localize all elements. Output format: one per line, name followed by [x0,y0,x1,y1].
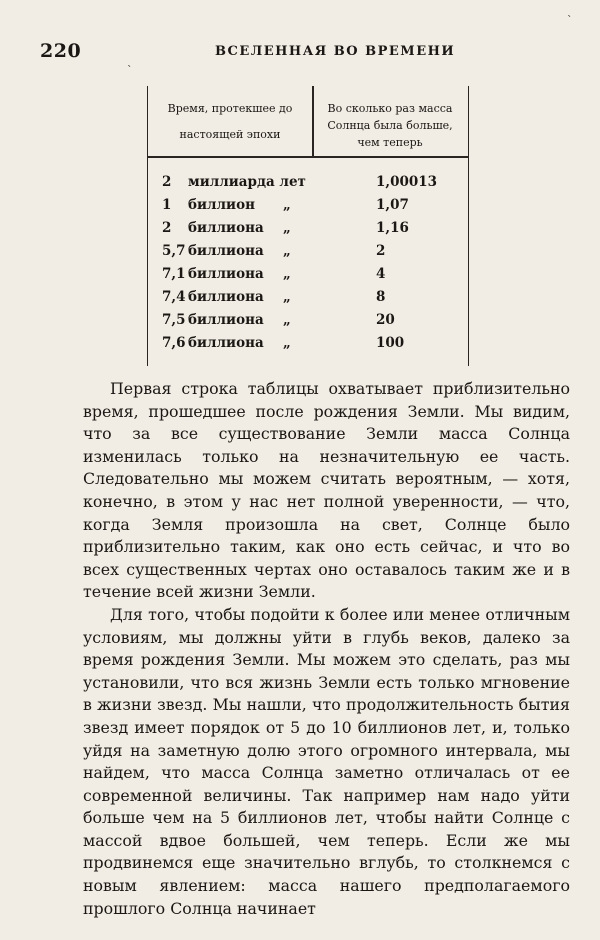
column-divider [312,86,314,156]
table-row: 7,5 биллиона „ 20 [162,312,395,328]
body-text [83,378,570,920]
print-mark: ˋ [567,14,573,27]
table-row: 2 биллиона „ 1,16 [162,220,409,236]
header-rule [148,156,468,158]
print-mark: ˋ [127,64,133,77]
table-row: 2 миллиарда лет 1,00013 [162,174,438,190]
running-title: ВСЕЛЕННАЯ ВО ВРЕМЕНИ [215,44,456,59]
table-row: 7,1 биллиона „ 4 [162,266,386,282]
table-row: 5,7 биллиона „ 2 [162,243,386,259]
time-column-header: Время, протекшее до настоящей эпохи [167,102,293,141]
paragraph: Для того, чтобы подойти к более или менее отличным условиям, мы должны уйти в глубь веков, далеко за время рождения Земли. Мы можем это сделать, раз мы установили, что вся жизнь Земли есть только мгновение в жизни звезд. Мы нашли, что продолжительность бытия звезд имеет порядок от 5 до 10 биллионов лет, и, только уйдя на заметную долю этого огромного интервала, мы найдем, что масса Солнца заметно отличалась от ее современной величины. Так например нам надо уйти больше чем на 5 биллионов лет, чтобы найти Солнце с массой вдвое большей, чем теперь. Если же мы продвинемся еще значительно вглубь, то столкнемся с новым явлением: масса нашего предполагаемого прошлого Солнца начинает [83,604,570,918]
table-row: 1 биллион „ 1,07 [162,197,409,213]
mass-table [147,86,469,366]
table-row: 7,4 биллиона „ 8 [162,289,386,305]
mass-column-header: Во сколько раз масса Солнца была больше, чем теперь [327,102,453,149]
paragraph: Первая строка таблицы охватывает приблизительно время, прошедшее после рождения Земли. Мы видим, что за все существование Земли масса Солнца изменилась только на незначительную ее часть. Следовательно мы можем считать вероятным, — хотя, конечно, в этом у нас нет полной уверенности, — что, когда Земля произошла на свет, Солнце было приблизительно таким, как оно есть сейчас, и что во всех существенных чертах оно оставалось таким же и в течение всей жизни Земли. [83,379,570,602]
page-number: 220 [40,40,82,62]
table-row: 7,6 биллиона „ 100 [162,335,405,351]
